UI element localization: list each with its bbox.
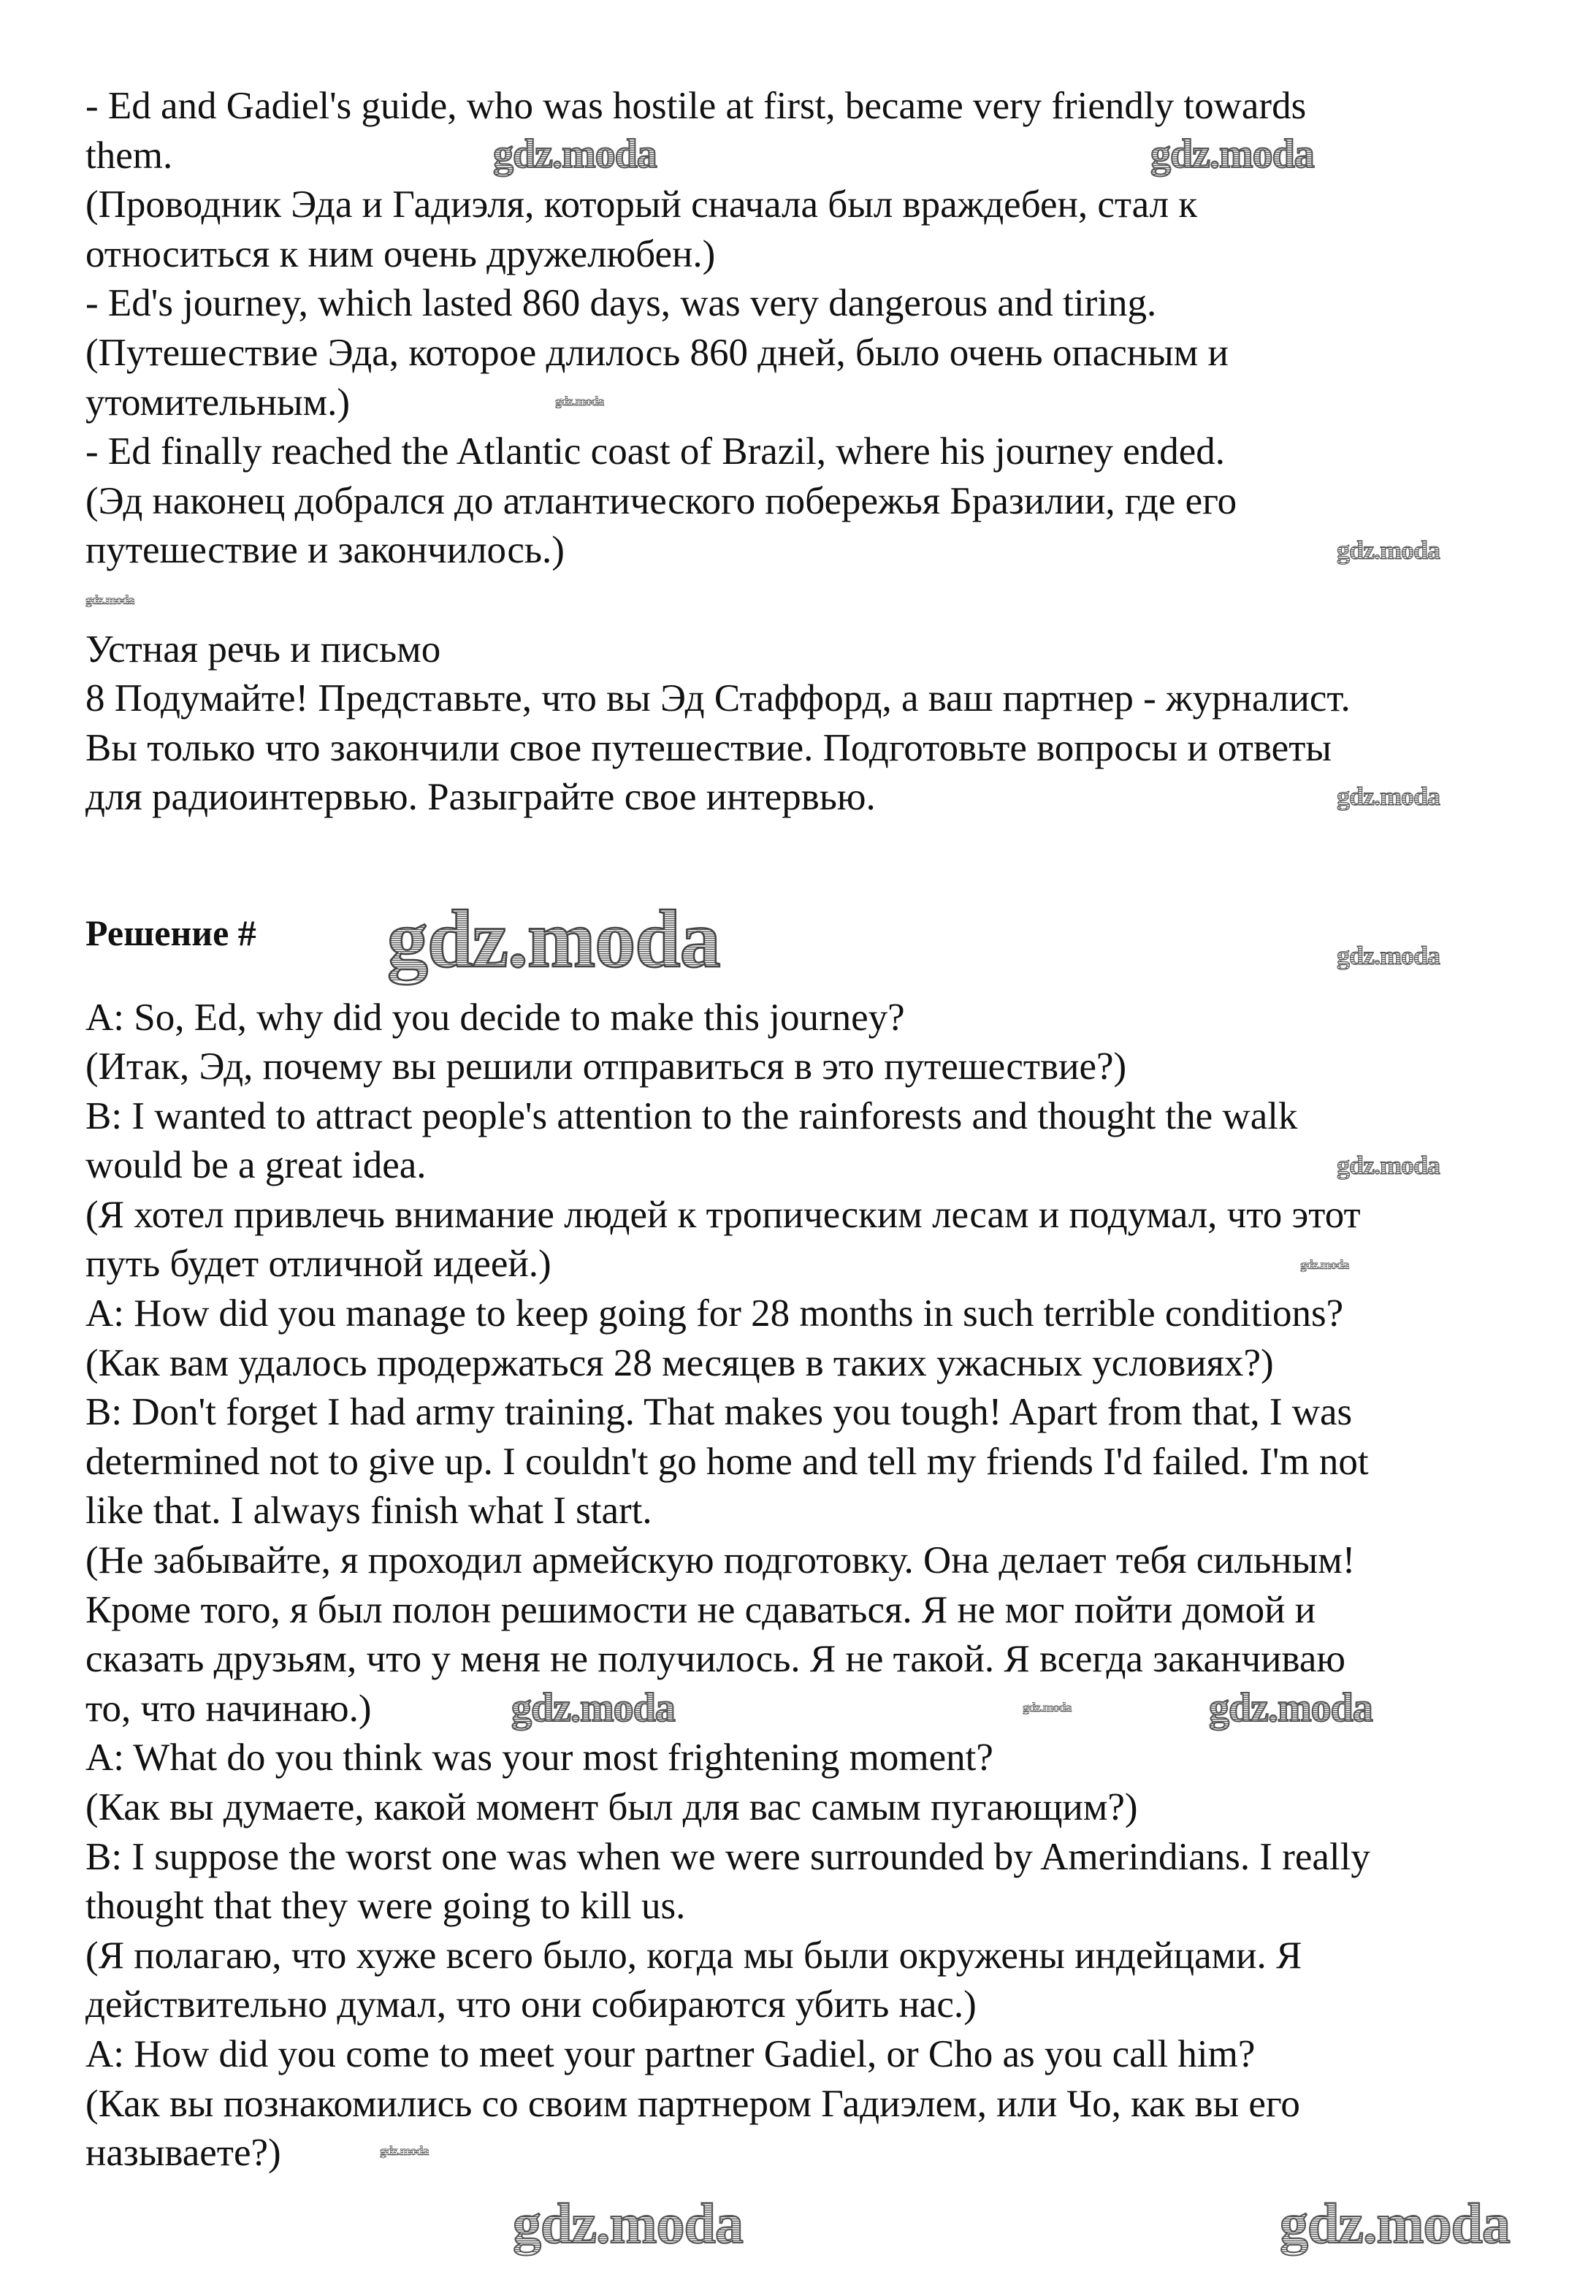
text-line: thought that they were going to kill us. bbox=[85, 1885, 686, 1928]
watermark-logo: gdz.moda bbox=[555, 394, 604, 408]
watermark-logo: gdz.moda bbox=[387, 894, 720, 985]
text-line: для радиоинтервью. Разыграйте свое интервью. bbox=[85, 776, 876, 819]
text-line: (Я хотел привлечь внимание людей к тропическим лесам и подумал, что этот bbox=[85, 1193, 1361, 1236]
text-line: (Путешествие Эда, которое длилось 860 дней, было очень опасным и bbox=[85, 331, 1229, 374]
watermark-logo: gdz.moda bbox=[1023, 1700, 1072, 1715]
text-line: называете?) bbox=[85, 2132, 281, 2175]
document-page bbox=[85, 82, 1546, 2178]
watermark-logo: gdz.moda bbox=[1337, 941, 1440, 970]
text-line: B: I wanted to attract people's attention to the rainforests and thought the walk bbox=[85, 1094, 1298, 1137]
text-line: путь будет отличной идеей.) bbox=[85, 1243, 551, 1286]
text-line: путешествие и закончилось.) bbox=[85, 529, 565, 572]
watermark-logo: gdz.moda bbox=[1337, 1151, 1440, 1180]
solution-heading: Решение # bbox=[85, 912, 256, 953]
text-line: Устная речь и письмо bbox=[85, 628, 441, 671]
text-line: Вы только что закончили свое путешествие. Подготовьте вопросы и ответы bbox=[85, 726, 1332, 769]
text-line: действительно думал, что они собираются убить нас.) bbox=[85, 1983, 977, 2026]
watermark-logo: gdz.moda bbox=[1337, 782, 1440, 811]
text-line: (Как вы познакомились со своим партнером Гадиэлем, или Чо, как вы его bbox=[85, 2082, 1300, 2125]
text-line: A: How did you manage to keep going for 28 months in such terrible conditions? bbox=[85, 1292, 1344, 1335]
text-line: то, что начинаю.) bbox=[85, 1687, 372, 1730]
watermark-logo: gdz.moda bbox=[1209, 1685, 1372, 1731]
text-line: them. bbox=[85, 134, 173, 177]
text-line: like that. I always finish what I start. bbox=[85, 1490, 652, 1533]
watermark-logo: gdz.moda bbox=[85, 592, 134, 607]
text-line: - Ed finally reached the Atlantic coast of Brazil, where his journey ended. bbox=[85, 430, 1225, 473]
watermark-logo: gdz.moda bbox=[513, 2192, 743, 2255]
text-line: A: So, Ed, why did you decide to make this journey? bbox=[85, 996, 905, 1039]
text-line: Кроме того, я был полон решимости не сдаваться. Я не мог пойти домой и bbox=[85, 1588, 1316, 1631]
text-line: (Как вам удалось продержаться 28 месяцев в таких ужасных условиях?) bbox=[85, 1341, 1274, 1384]
watermark-logo: gdz.moda bbox=[1337, 535, 1440, 565]
text-line: утомительным.) bbox=[85, 381, 351, 424]
text-line: (Проводник Эда и Гадиэля, который сначала был враждебен, стал к bbox=[85, 183, 1198, 226]
watermark-logo: gdz.moda bbox=[1280, 2192, 1510, 2255]
text-line: A: What do you think was your most frightening moment? bbox=[85, 1736, 993, 1780]
watermark-logo: gdz.moda bbox=[493, 131, 657, 177]
watermark-logo: gdz.moda bbox=[1150, 131, 1314, 177]
watermark-logo: gdz.moda bbox=[511, 1685, 675, 1731]
text-line: would be a great idea. bbox=[85, 1144, 427, 1187]
text-line: B: I suppose the worst one was when we were surrounded by Amerindians. I really bbox=[85, 1835, 1370, 1878]
watermark-logo: gdz.moda bbox=[380, 2143, 429, 2158]
text-line: - Ed and Gadiel's guide, who was hostile at first, became very friendly towards bbox=[85, 85, 1307, 127]
text-line: относиться к ним очень дружелюбен.) bbox=[85, 232, 716, 275]
text-line: (Как вы думаете, какой момент был для вас самым пугающим?) bbox=[85, 1786, 1138, 1828]
text-line: A: How did you come to meet your partner Gadiel, or Cho as you call him? bbox=[85, 2032, 1256, 2075]
text-line: B: Don't forget I had army training. That makes you tough! Apart from that, I was bbox=[85, 1391, 1353, 1434]
watermark-logo: gdz.moda bbox=[1300, 1257, 1349, 1272]
text-line: (Итак, Эд, почему вы решили отправиться в это путешествие?) bbox=[85, 1045, 1127, 1088]
text-line: (Эд наконец добрался до атлантического побережья Бразилии, где его bbox=[85, 479, 1237, 522]
section-solution bbox=[85, 993, 1546, 2178]
text-line: 8 Подумайте! Представьте, что вы Эд Стаффорд, а ваш партнер - журналист. bbox=[85, 677, 1351, 720]
text-line: - Ed's journey, which lasted 860 days, was very dangerous and tiring. bbox=[85, 282, 1157, 325]
text-line: determined not to give up. I couldn't go home and tell my friends I'd failed. I'm not bbox=[85, 1440, 1369, 1483]
section-answers bbox=[85, 82, 1546, 576]
text-line: сказать друзьям, что у меня не получилось. Я не такой. Я всегда заканчиваю bbox=[85, 1638, 1345, 1681]
text-line: (Я полагаю, что хуже всего было, когда мы были окружены индейцами. Я bbox=[85, 1934, 1302, 1977]
section-task bbox=[85, 625, 1546, 823]
text-line: (Не забывайте, я проходил армейскую подготовку. Она делает тебя сильным! bbox=[85, 1539, 1356, 1582]
